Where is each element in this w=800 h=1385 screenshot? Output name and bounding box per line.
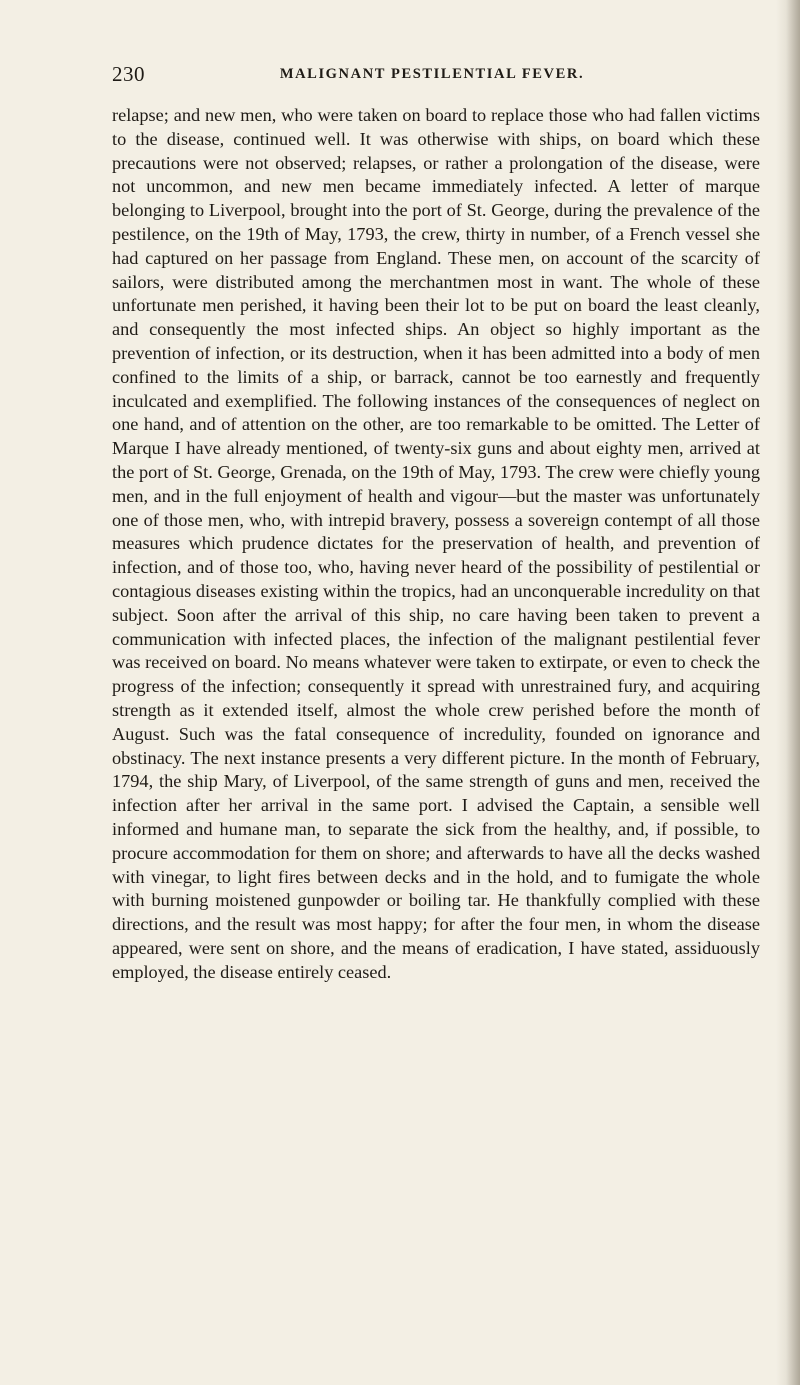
running-head: MALIGNANT PESTILENTIAL FEVER. [279,66,585,82]
page-header [112,62,752,92]
body-paragraph: relapse; and new men, who were taken on board to replace those who had fallen victims to the disease, continued well. It was otherwise with ships, on board which these precautions were not observed; relapses, or rather a prolongation of the disease, were not uncommon, and new men became immediately infected. A letter of marque belonging to Liverpool, brought into the port of St. George, during the prevalence of the pestilence, on the 19th of May, 1793, the crew, thirty in number, of a French vessel she had captured on her passage from England. These men, on account of the scarcity of sailors, were distributed among the merchantmen most in want. The whole of these unfortunate men perished, it having been their lot to be put on board the least cleanly, and consequently the most infected ships. An object so highly important as the prevention of infection, or its destruction, when it has been admitted into a body of men confined to the limits of a ship, or barrack, cannot be too earnestly and frequently inculcated and exemplified. The following instances of the consequences of neglect on one hand, and of attention on the other, are too remarkable to be omitted. The Letter of Marque I have already mentioned, of twenty-six guns and about eighty men, arrived at the port of St. George, Grenada, on the 19th of May, 1793. The crew were chiefly young men, and in the full enjoyment of health and vigour—but the master was unfortunately one of those men, who, with intrepid bravery, possess a sovereign contempt of all those measures which prudence dictates for the preservation of health, and prevention of infection, and of those too, who, having never heard of the possibility of pestilential or contagious diseases existing within the tropics, had an unconquerable incredulity on that subject. Soon after the arrival of this ship, no care having been taken to prevent a communication with infected places, the infection of the malignant pestilential fever was received on board. No means whatever were taken to extirpate, or even to check the progress of the infection; consequently it spread with unrestrained fury, and acquiring strength as it extended itself, almost the whole crew perished before the month of August. Such was the fatal consequence of incredulity, founded on ignorance and obstinacy. The next instance presents a very different picture. In the month of February, 1794, the ship Mary, of Liverpool, of the same strength of guns and men, received the infection after her arrival in the same port. I advised the Captain, a sensible well informed and humane man, to separate the sick from the healthy, and, if possible, to procure accommodation for them on shore; and afterwards to have all the decks washed with vinegar, to light fires between decks and in the hold, and to fumigate the whole with burning moistened gunpowder or boiling tar. He thankfully complied with these directions, and the result was most happy; for after the four men, in whom the disease appeared, were sent on shore, and the means of eradication, I have stated, assiduously employed, the disease entirely ceased. [112,105,760,982]
page-edge-shadow [786,0,800,1385]
page-number: 230 [112,62,145,86]
